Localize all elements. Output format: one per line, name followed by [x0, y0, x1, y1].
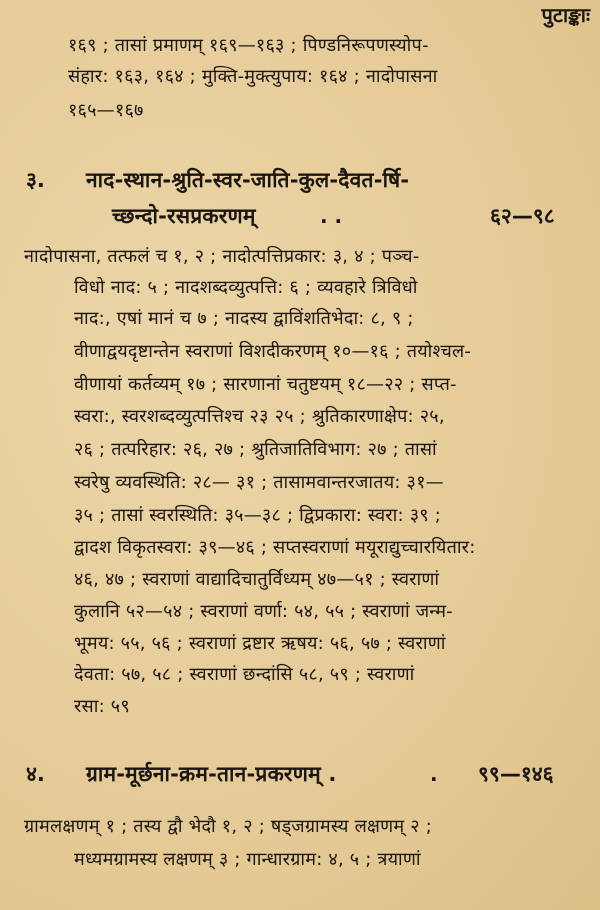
section-3-page-range: ६२—९८	[490, 204, 555, 228]
section-3-text-line: कुलानि ५२—५४ ; स्वराणां वर्णा: ५४, ५५ ; स्वराणां जन्म-	[74, 601, 453, 622]
section-3-text-line: स्वरा:, स्वरशब्दव्युत्पत्तिश्च २३ २५ ; श्रुतिकारणाक्षेप: २५,	[74, 406, 445, 427]
section-4-title: ग्राम-मूर्छना-क्रम-तान-प्रकरणम् .	[86, 762, 337, 786]
section-4-text-line: मध्यमग्रामस्य लक्षणम् ३ ; गान्धारग्राम: ४, ५ ; त्रयाणां	[74, 849, 421, 870]
top-text-line: १६५—१६७	[68, 100, 144, 121]
section-4-leader-dots: .	[430, 762, 438, 786]
section-3-text-line: २६ ; तत्परिहार: २६, २७ ; श्रुतिजातिविभाग: २७ ; तासां	[74, 439, 437, 460]
section-3-title-line-1: नाद-स्थान-श्रुति-स्वर-जाति-कुल-दैवत-र्षि-	[86, 168, 410, 192]
section-3-text-line: विधो नाद: ५ ; नादशब्दव्युत्पत्ति: ६ ; व्यवहारे त्रिविधो	[74, 277, 418, 298]
section-3-text-line: ४६, ४७ ; स्वराणां वाद्यादिचातुर्विध्यम् ४७—५१ ; स्वराणां	[74, 569, 440, 590]
top-text-line: १६९ ; तासां प्रमाणम् १६९—१६३ ; पिण्डनिरूपणस्योप-	[68, 35, 429, 56]
section-3-text-line: नाद:, एषां मानं च ७ ; नादस्य द्वाविंशतिभेदा: ८, ९ ;	[74, 308, 414, 329]
section-3-title-line-2: च्छन्दो-रसप्रकरणम्	[112, 204, 256, 228]
section-3-text-line: स्वरेषु व्यवस्थिति: २८— ३१ ; तासामवान्तरजातय: ३१—	[74, 472, 444, 493]
section-3-number: ३.	[26, 168, 45, 192]
section-4-page-range: ९९—१४६	[478, 762, 554, 786]
section-4-text-line: ग्रामलक्षणम् १ ; तस्य द्वौ भेदौ १, २ ; षड्जग्रामस्य लक्षणम् २ ;	[24, 816, 432, 837]
section-3-text-line: द्वादश विकृतस्वरा: ३९—४६ ; सप्तस्वराणां मयूराद्युच्चारयितार:	[74, 537, 476, 558]
page-header: पुटाङ्काः	[541, 3, 590, 27]
section-3-text-line: वीणाद्वयदृष्टान्तेन स्वराणां विशदीकरणम् १०—१६ ; तयोश्चल-	[74, 341, 472, 362]
section-4-number: ४.	[26, 762, 45, 786]
section-3-leader-dots: . .	[320, 204, 343, 228]
section-3-text-line: भूमय: ५५, ५६ ; स्वराणां द्रष्टार ऋषय: ५६, ५७ ; स्वराणां	[74, 633, 446, 654]
section-3-text-line: ३५ ; तासां स्वरस्थिति: ३५—३८ ; द्विप्रकारा: स्वरा: ३९ ;	[74, 505, 442, 526]
top-text-line: संहार: १६३, १६४ ; मुक्ति-मुक्त्युपाय: १६४ ; नादोपासना	[68, 66, 438, 87]
section-3-text-line: रसा: ५९	[74, 696, 130, 717]
section-3-text-line: वीणायां कर्तव्यम् १७ ; सारणानां चतुष्टयम् १८—२२ ; सप्त-	[74, 374, 457, 395]
section-3-text-line: नादोपासना, तत्फलं च १, २ ; नादोत्पत्तिप्रकार: ३, ४ ; पञ्च-	[24, 246, 420, 267]
section-3-text-line: देवता: ५७, ५८ ; स्वराणां छन्दांसि ५८, ५९ ; स्वराणां	[74, 664, 415, 685]
